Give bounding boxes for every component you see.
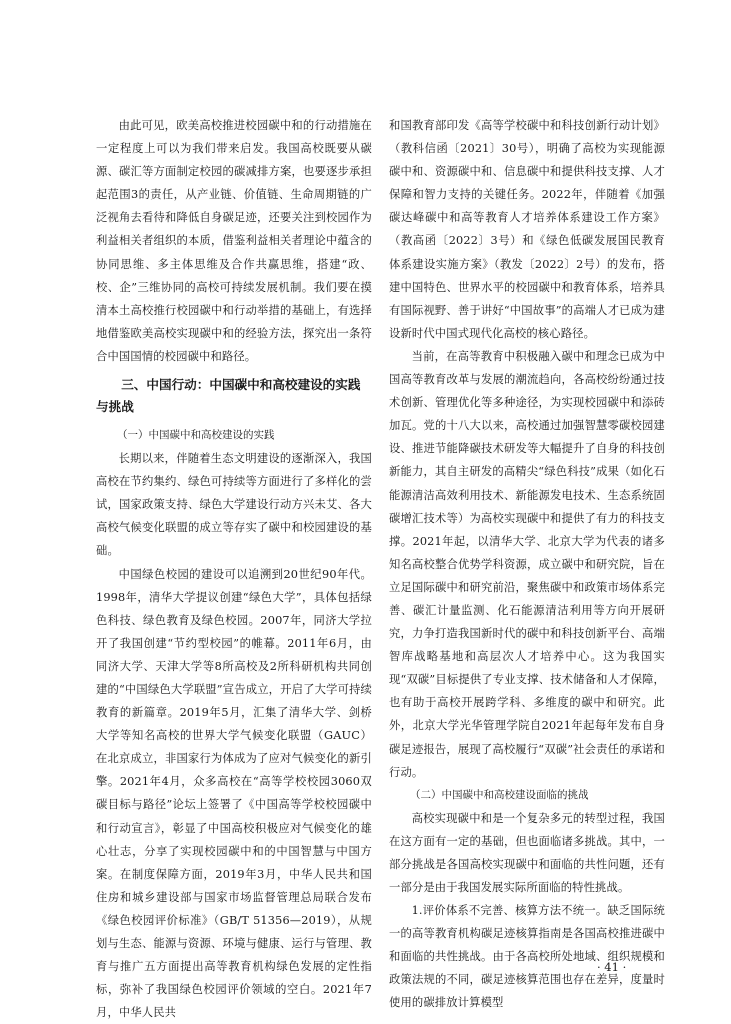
paragraph: 和国教育部印发《高等学校碳中和科技创新行动计划》（教科信函〔2021〕30号），明确了高校为实现能源碳中和、资源碳中和、信息碳中和提供科技支撑、人才保障和智力支持的关键任务。2022年，伴随着《加强碳达峰碳中和高等教育人才培养体系建设工作方案》（教高函〔2022〕3号）和《绿色低碳发展国民教育体系建设实施方案》（教发〔2022〕2号）的发布，搭建中国特色、世界水平的校园碳中和教育体系，培养具有国际视野、善于讲好“中国故事”的高端人才已成为建设新时代中国式现代化高校的核心路径。 (389, 119, 665, 340)
paragraph: 高校实现碳中和是一个复杂多元的转型过程，我国在这方面有一定的基础，但也面临诸多挑战。其中，一部分挑战是各国高校实现碳中和面临的共性问题，还有一部分是由于我国发展实际所面临的特性挑战。 (389, 811, 665, 894)
paragraph: 由此可见，欧美高校推进校园碳中和的行动措施在一定程度上可以为我们带来启发。我国高校既要从碳源、碳汇等方面制定校园的碳减排方案，也要逐步承担起范围3的责任，从产业链、价值链、生命周期链的广泛视角去看待和降低自身碳足迹，还要关注到校园作为利益相关者组织的本质，借鉴利益相关者理论中蕴含的协同思维、多主体思维及合作共赢思维，搭建“政、校、企”三维协同的高校可持续发展机制。我们要在摸清本土高校推行校园碳中和行动举措的基础上，有选择地借鉴欧美高校实现碳中和的经验方法，探究出一条符合中国国情的校园碳中和路径。 (96, 119, 372, 363)
paragraph: 当前，在高等教育中积极融入碳中和理念已成为中国高等教育改革与发展的潮流趋向，各高校纷纷通过技术创新、管理优化等多种途径，为实现校园碳中和添砖加瓦。党的十八大以来，高校通过加强智慧零碳校园建设、推进节能降碳技术研发等大幅提升了自身的科技创新能力，其自主研发的高精尖“绿色科技”成果（如化石能源清洁高效利用技术、新能源发电技术、生态系统固碳增汇技术等）为高校实现碳中和提供了有力的科技支撑。2021年起，以清华大学、北京大学为代表的诸多知名高校整合优势学科资源，成立碳中和研究院，旨在立足国际碳中和研究前沿，聚焦碳中和政策市场体系完善、碳汇计量监测、化石能源清洁利用等方向开展研究，力争打造我国新时代的碳中和科技创新平台、高端智库战略基地和高层次人才培养中心。这为我国实现“双碳”目标提供了专业支撑、技术储备和人才保障，也有助于高校开展跨学科、多维度的碳中和研究。此外，北京大学光华管理学院自2021年起每年发布自身碳足迹报告，展现了高校履行“双碳”社会责任的承诺和行动。 (389, 349, 665, 779)
left-column (96, 114, 372, 1024)
paragraph: 1.评价体系不完善、核算方法不统一。缺乏国际统一的高等教育机构碳足迹核算指南是各国高校推进碳中和面临的共性挑战。由于各高校所处地域、组织规模和政策法规的不同，碳足迹核算范围也存在差异，度量时使用的碳排放计算模型 (389, 904, 665, 1010)
page-number: · 41 · (597, 960, 627, 974)
subsection-heading: （二）中国碳中和高校建设面临的挑战 (410, 788, 589, 801)
paragraph: 长期以来，伴随着生态文明建设的逐渐深入，我国高校在节约集约、绿色可持续等方面进行了多样化的尝试，国家政策支持、绿色大学建设行动方兴未艾、各大高校气候变化联盟的成立等存实了碳中和校园建设的基础。 (96, 452, 372, 558)
right-column (389, 114, 665, 1015)
paragraph: 中国绿色校园的建设可以追溯到20世纪90年代。1998年，清华大学提议创建“绿色大学”，具体包括绿色科技、绿色教育及绿色校园。2007年，同济大学拉开了我国创建“节约型校园”的帷幕。2011年6月，由同济大学、天津大学等8所高校及2所科研机构共同创建的“中国绿色大学联盟”宣告成立，开启了大学可持续教育的新篇章。2019年5月，汇集了清华大学、剑桥大学等知名高校的世界大学气候变化联盟（GAUC）在北京成立，非国家行为体成为了应对气候变化的新引擎。2021年4月，众多高校在“高等学校校园3060双碳目标与路径”论坛上签署了《中国高等学校校园碳中和行动宣言》，彰显了中国高校积极应对气候变化的雄心壮志，分享了实现校园碳中和的中国智慧与中国方案。在制度保障方面，2019年3月，中华人民共和国住房和城乡建设部与国家市场监督管理总局联合发布《绿色校园评价标准》（GB/T 51356—2019），从规划与生态、能源与资源、环境与健康、运行与管理、教育与推广五方面提出高等教育机构绿色发展的定性指标，弥补了我国绿色校园评价领域的空白。2021年7月，中华人民共 (96, 567, 372, 1020)
section-heading: 三、中国行动：中国碳中和高校建设的实践与挑战 (96, 377, 361, 415)
subsection-heading: （一）中国碳中和高校建设的实践 (117, 429, 275, 442)
